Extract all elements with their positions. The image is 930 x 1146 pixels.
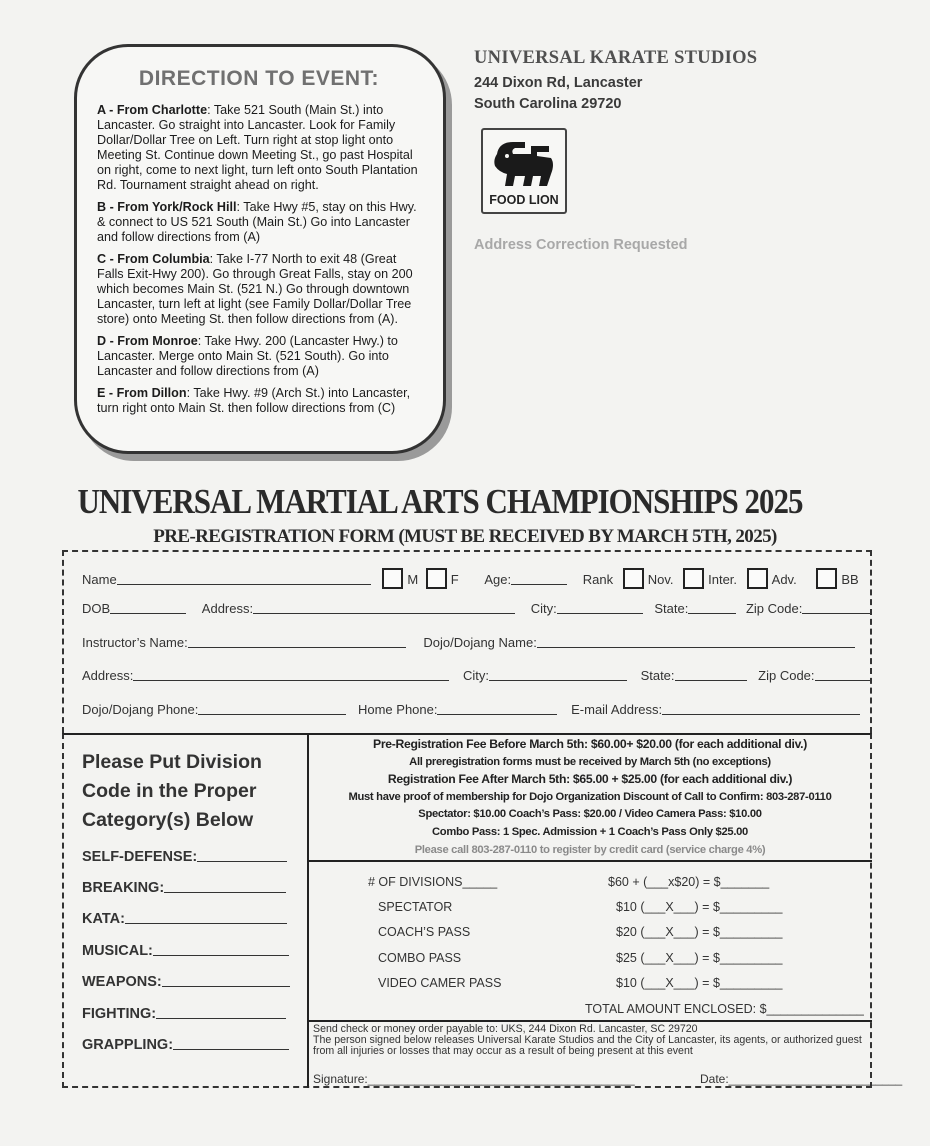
category-weapons: WEAPONS: (82, 974, 290, 990)
weapons-field[interactable] (162, 974, 290, 987)
name-row: Name M F Age: Rank Nov. Inter. Adv. BB (82, 568, 859, 589)
calc-formula-divisions[interactable]: $60 + (___x$20) = $_______ (608, 875, 770, 889)
address-line: South Carolina 29720 (474, 96, 622, 112)
studio-name: UNIVERSAL KARATE STUDIOS (474, 48, 758, 68)
breaking-field[interactable] (164, 880, 286, 893)
address-correction: Address Correction Requested (474, 237, 688, 253)
email-field[interactable] (662, 702, 860, 715)
direction-item: B - From York/Rock Hill: Take Hwy #5, stay on this Hwy. & connect to US 521 South (Main St.) Go into Lancaster and follow directions from (A) (97, 200, 417, 244)
calc-formula-combo[interactable]: $25 (___X___) = $_________ (616, 951, 783, 965)
category-self-defense: SELF-DEFENSE: (82, 849, 287, 865)
address-line: 244 Dixon Rd, Lancaster (474, 75, 643, 91)
direction-item: E - From Dillon: Take Hwy. #9 (Arch St.) into Lancaster, turn right onto Main St. then follow directions from (C) (97, 386, 411, 415)
dob-field[interactable] (110, 601, 186, 614)
category-musical: MUSICAL: (82, 943, 289, 959)
home-phone-field[interactable] (437, 702, 557, 715)
calc-formula-video[interactable]: $10 (___X___) = $_________ (616, 976, 783, 990)
calc-label-divisions: # OF DIVISIONS_____ (368, 875, 498, 889)
rank-blackbelt-checkbox[interactable] (816, 568, 837, 589)
fee-line: Combo Pass: 1 Spec. Admission + 1 Coach’s Pass Only $25.00 (432, 825, 748, 838)
lion-icon (485, 134, 563, 190)
release-text: Send check or money order payable to: UKS, 244 Dixon Rd. Lancaster, SC 29720 The person signed below releases Universal Karate Studios and the City of Lancaster, its agents, or authorized guest from all injuries or losses that may occur as a result of being present at this event (313, 1023, 862, 1057)
category-grappling: GRAPPLING: (82, 1037, 289, 1053)
fee-line: Must have proof of membership for Dojo Organization Discount of Call to Confirm: 803-287-0110 (348, 790, 832, 803)
divider (307, 860, 872, 862)
calc-formula-spectator[interactable]: $10 (___X___) = $_________ (616, 900, 783, 914)
musical-field[interactable] (153, 943, 289, 956)
instructor-name-field[interactable] (188, 635, 406, 648)
city-field[interactable] (557, 601, 643, 614)
total-amount[interactable]: TOTAL AMOUNT ENCLOSED: $______________ (585, 1002, 864, 1016)
calc-label-coach: COACH’S PASS (378, 925, 471, 939)
directions-title: DIRECTION TO EVENT: (138, 67, 380, 90)
kata-field[interactable] (125, 911, 287, 924)
calc-label-spectator: SPECTATOR (378, 900, 453, 914)
category-kata: KATA: (82, 911, 287, 927)
dojo-city-field[interactable] (489, 668, 627, 681)
directions-box (74, 44, 446, 454)
direction-item: C - From Columbia: Take I-77 North to exit 48 (Great Falls Exit-Hwy 200). Go through Great Falls, stay on 200 which becomes Main St. (521 N.) Go through downtown Lancaster, turn left at light (see Family Dollar/Dollar Tree store) onto Meeting St. then follow directions from (A). (97, 252, 413, 326)
rank-advanced-checkbox[interactable] (747, 568, 768, 589)
signature-field[interactable]: Signature:________________________________________ (313, 1072, 635, 1086)
main-title: UNIVERSAL MARTIAL ARTS CHAMPIONSHIPS 2025 (77, 481, 803, 522)
fee-line: Spectator: $10.00 Coach’s Pass: $20.00 / Video Camera Pass: $10.00 (418, 808, 762, 821)
category-fighting: FIGHTING: (82, 1006, 286, 1022)
direction-item: D - From Monroe: Take Hwy. 200 (Lancaster Hwy.) to Lancaster. Merge onto Main St. (521 South). Go into Lancaster and follow directions from (A) (97, 334, 398, 378)
fee-line: All preregistration forms must be received by March 5th (no exceptions) (409, 755, 771, 768)
form-subtitle: PRE-REGISTRATION FORM (MUST BE RECEIVED BY MARCH 5TH, 2025) (153, 526, 777, 547)
self-defense-field[interactable] (197, 849, 287, 862)
female-checkbox[interactable] (426, 568, 447, 589)
fighting-field[interactable] (156, 1006, 286, 1019)
fee-line: Please call 803-287-0110 to register by credit card (service charge 4%) (414, 843, 766, 856)
divider (307, 1020, 872, 1022)
calc-label-combo: COMBO PASS (378, 951, 462, 965)
dojo-state-field[interactable] (675, 668, 747, 681)
dojo-phone-field[interactable] (198, 702, 346, 715)
fee-info (309, 736, 871, 859)
rank-intermediate-checkbox[interactable] (683, 568, 704, 589)
state-field[interactable] (688, 601, 736, 614)
male-checkbox[interactable] (382, 568, 403, 589)
category-breaking: BREAKING: (82, 880, 286, 896)
phone-row: Dojo/Dojang Phone: Home Phone: E-mail Address: (82, 702, 860, 717)
fee-line: Registration Fee After March 5th: $65.00 + $25.00 (for each additional div.) (387, 772, 793, 787)
age-field[interactable] (511, 572, 567, 585)
food-lion-logo (481, 128, 567, 214)
calc-label-video: VIDEO CAMER PASS (378, 976, 502, 990)
date-field[interactable]: Date:__________________________ (700, 1072, 903, 1086)
address-field[interactable] (253, 601, 515, 614)
dojo-address-row: Address: City: State: Zip Code: (82, 668, 871, 683)
logo-text: FOOD LION (489, 193, 559, 207)
instructor-row: Instructor’s Name: Dojo/Dojang Name: (82, 635, 855, 650)
fee-line: Pre-Registration Fee Before March 5th: $60.00+ $20.00 (for each additional div.) (373, 737, 807, 751)
dojo-address-field[interactable] (133, 668, 449, 681)
rank-novice-checkbox[interactable] (623, 568, 644, 589)
dojo-name-field[interactable] (537, 635, 855, 648)
zip-field[interactable] (802, 601, 870, 614)
calc-formula-coach[interactable]: $20 (___X___) = $_________ (616, 925, 783, 939)
division-heading: Please Put Division Code in the Proper Category(s) Below (82, 751, 262, 831)
dojo-zip-field[interactable] (815, 668, 871, 681)
direction-item: A - From Charlotte: Take 521 South (Main St.) into Lancaster. Go straight into Lancaster. Look for Family Dollar/Dollar Tree on Left. Turn right at stop light onto Meeting St. Continue down Meeting St., go past Hospital on right, come to next light, turn left onto South Plantation Rd. Tournament straight ahead on right. (97, 103, 418, 192)
grappling-field[interactable] (173, 1037, 289, 1050)
dob-row: DOB Address: City: State: Zip Code: (82, 601, 870, 616)
name-field[interactable] (117, 572, 371, 585)
